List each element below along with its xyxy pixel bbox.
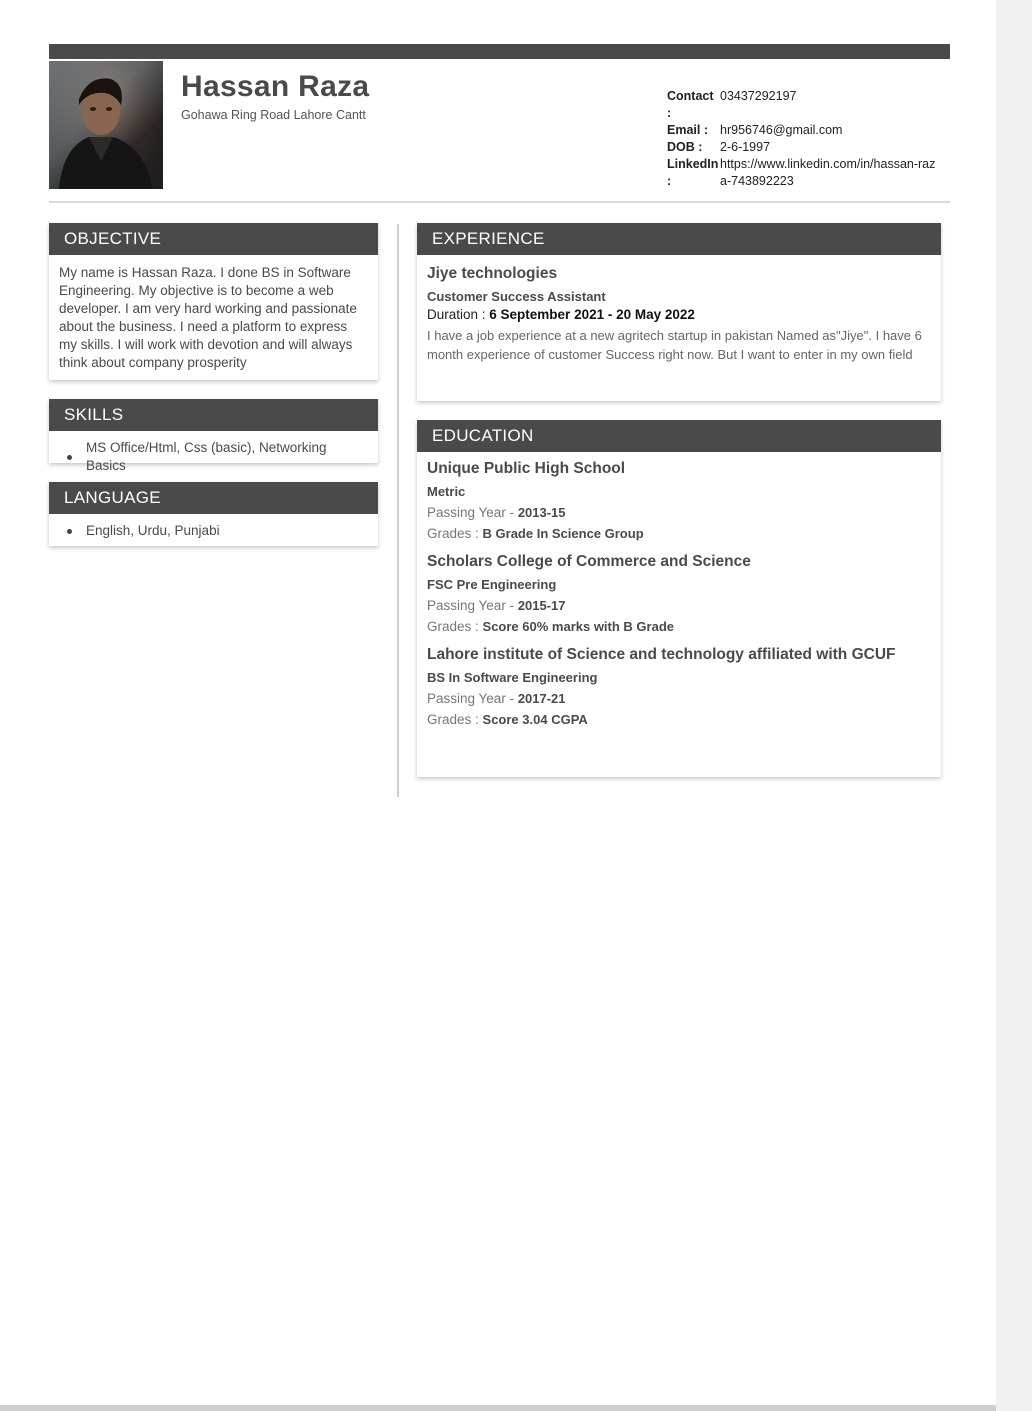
education-list <box>417 452 941 749</box>
language-text: English, Urdu, Punjabi <box>86 523 220 538</box>
year-value: 2017-21 <box>517 691 566 706</box>
education-year <box>427 691 931 706</box>
page-bottom-edge <box>0 1405 996 1411</box>
dob-label: DOB : <box>667 140 703 154</box>
education-degree: Metric <box>427 484 466 499</box>
candidate-address: Gohawa Ring Road Lahore Cantt <box>181 108 366 122</box>
education-item <box>427 460 931 541</box>
list-item <box>59 522 368 540</box>
language-list <box>49 514 378 550</box>
grade-value: Score 3.04 CGPA <box>482 712 588 727</box>
skills-list <box>49 431 378 485</box>
education-degree: FSC Pre Engineering <box>427 577 557 592</box>
column-divider <box>397 224 399 797</box>
education-school: Scholars College of Commerce and Science <box>427 553 751 570</box>
education-grade <box>427 619 931 634</box>
objective-section <box>49 223 378 380</box>
candidate-name: Hassan Raza <box>181 70 370 103</box>
education-section <box>417 420 941 777</box>
grade-value: B Grade In Science Group <box>482 526 644 541</box>
header-bar <box>49 44 950 59</box>
contact-email: hr956746@gmail.com <box>720 123 843 137</box>
language-heading: LANGUAGE <box>49 482 378 514</box>
year-value: 2013-15 <box>517 505 566 520</box>
education-item <box>427 646 931 727</box>
education-grade <box>427 712 931 727</box>
viewer-side-margin <box>996 0 1032 1411</box>
linkedin-label: LinkedIn : <box>667 157 719 188</box>
experience-heading: EXPERIENCE <box>417 223 941 255</box>
experience-entry <box>417 255 941 374</box>
education-item <box>427 553 931 634</box>
contact-dob: 2-6-1997 <box>720 140 771 154</box>
profile-photo <box>49 61 163 189</box>
contact-block <box>667 88 937 190</box>
education-year <box>427 505 931 520</box>
year-label: Passing Year - <box>427 691 518 706</box>
objective-heading: OBJECTIVE <box>49 223 378 255</box>
bullet-icon <box>67 455 72 460</box>
education-school: Unique Public High School <box>427 460 626 477</box>
contact-row-email <box>667 122 937 139</box>
experience-section <box>417 223 941 401</box>
list-item <box>59 439 368 475</box>
contact-row-dob <box>667 139 937 156</box>
contact-linkedin: https://www.linkedin.com/in/hassan-raza-743892223 <box>720 157 936 188</box>
duration-label: Duration : <box>427 307 490 322</box>
grade-value: Score 60% marks with B Grade <box>482 619 675 634</box>
year-value: 2015-17 <box>517 598 566 613</box>
grade-label: Grades : <box>427 619 483 634</box>
education-year <box>427 598 931 613</box>
experience-company: Jiye technologies <box>427 265 558 282</box>
year-label: Passing Year - <box>427 505 518 520</box>
grade-label: Grades : <box>427 526 483 541</box>
email-label: Email : <box>667 123 708 137</box>
experience-description: I have a job experience at a new agritech startup in pakistan Named as"Jiye". I have 6 month experience of customer Success right now. But I want to enter in my own field <box>427 328 922 362</box>
skills-heading: SKILLS <box>49 399 378 431</box>
contact-row-phone <box>667 88 937 122</box>
skills-section <box>49 399 378 473</box>
contact-phone: 03437292197 <box>720 89 797 103</box>
contact-label: Contact : <box>667 89 714 120</box>
experience-role: Customer Success Assistant <box>427 289 606 304</box>
education-school: Lahore institute of Science and technology affiliated with GCUF <box>427 646 896 663</box>
bullet-icon <box>67 529 72 534</box>
duration-value: 6 September 2021 - 20 May 2022 <box>489 307 695 322</box>
year-label: Passing Year - <box>427 598 518 613</box>
skill-text: MS Office/Html, Css (basic), Networking Basics <box>85 440 327 473</box>
experience-duration <box>427 307 931 322</box>
header-divider <box>49 201 950 203</box>
objective-text: My name is Hassan Raza. I done BS in Software Engineering. My objective is to become a web developer. I am very hard working and passionate about the business. I need a platform to express my skills. I will work with devotion and will always think about company prosperity <box>59 265 357 370</box>
education-degree: BS In Software Engineering <box>427 670 598 685</box>
education-heading: EDUCATION <box>417 420 941 452</box>
contact-row-linkedin <box>667 156 937 190</box>
education-grade <box>427 526 931 541</box>
grade-label: Grades : <box>427 712 483 727</box>
language-section <box>49 482 378 546</box>
